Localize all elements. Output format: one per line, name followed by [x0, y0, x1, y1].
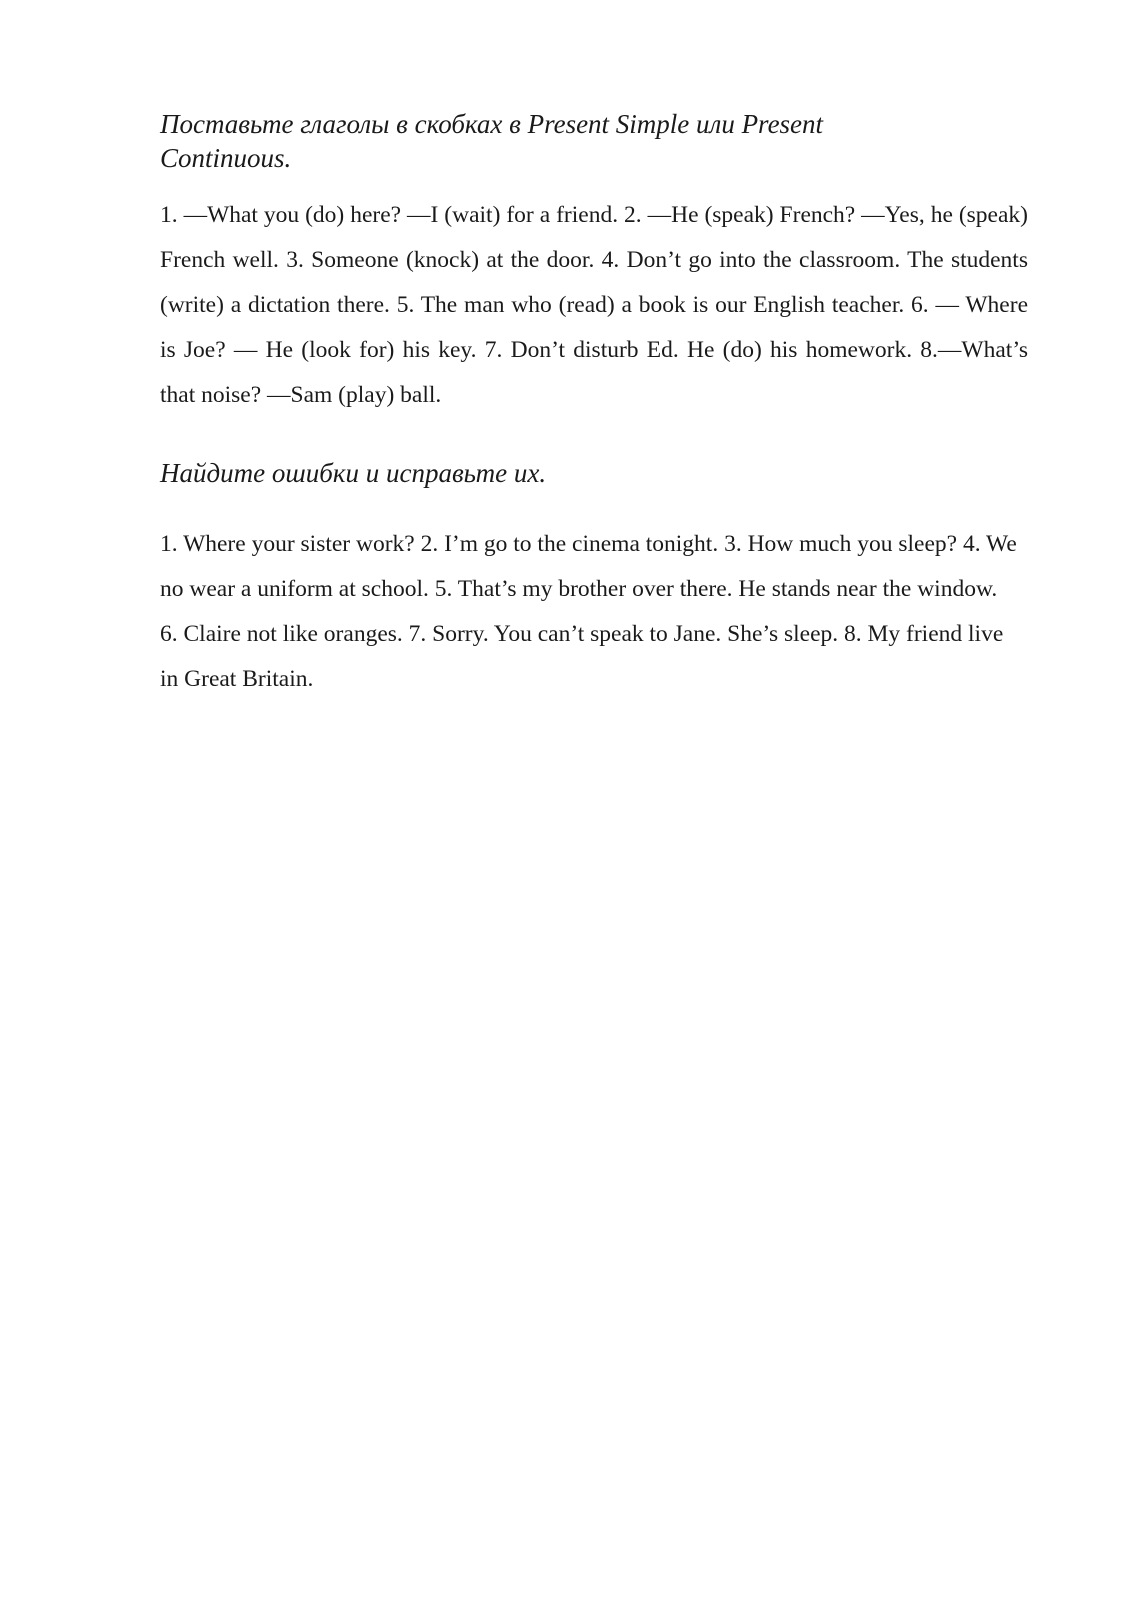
- exercise-1-text: 1. —What you (do) here? —I (wait) for a friend. 2. —He (speak) French? —Yes, he (speak) French well. 3. Someone (knock) at the door. 4. Don’t go into the classroom. The students (write) a dictation there. 5. The man who (read) a book is our English teacher. 6. — Where is Joe? — He (look for) his key. 7. Don’t disturb Ed. He (do) his homework. 8.—What’s that noise? —Sam (play) ball.: [160, 202, 1028, 408]
- exercise-2-text: 1. Where your sister work? 2. I’m go to the cinema tonight. 3. How much you sleep? 4. We no wear a uniform at school. 5. That’s my brother over there. He stands near the window. 6. Claire not like oranges. 7. Sorry. You can’t speak to Jane. She’s sleep. 8. My friend live in Great Britain.: [160, 531, 1017, 692]
- exercise-2-heading: Найдите ошибки и исправьте их.: [160, 458, 547, 488]
- exercise-1-heading: Поставьте глаголы в скобках в Present Simple или Present Continuous.: [160, 109, 824, 173]
